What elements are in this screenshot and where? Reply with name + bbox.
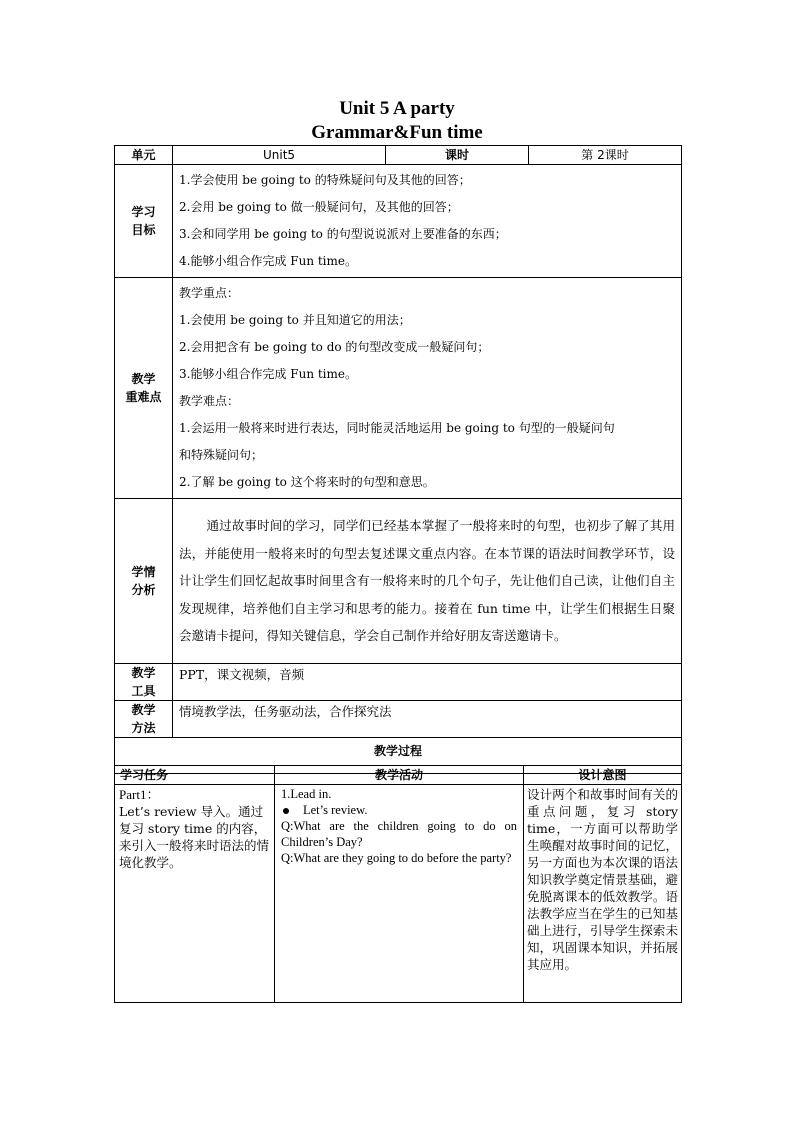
part-title: Part1： [119,787,160,802]
col-intent-header: 设计意图 [524,766,682,785]
key-point-line: 2.会用把含有 be going to do 的句型改变成一般疑问句； [179,340,490,354]
key-point-line: 教学重点： [179,286,240,300]
tools-label: 教学 工具 [115,664,173,701]
process-title: 教学过程 [115,738,682,774]
page-title: Unit 5 A party [339,98,455,119]
analysis-label: 学情 分析 [115,499,173,664]
methods-row [115,701,682,738]
process-table [114,765,682,1003]
page-subtitle: Grammar&Fun time [311,122,483,143]
methods-value: 情境教学法，任务驱动法，合作探究法 [179,704,392,719]
col-task-header: 学习任务 [115,766,275,785]
objectives-label: 学习 目标 [115,165,173,278]
tools-row [115,664,682,701]
objectives-row [115,165,682,278]
unit-label: 单元 [115,146,173,165]
activity-lead-in: 1.Lead in. [281,787,332,801]
analysis-content [173,499,682,664]
objective-item: 3.会和同学用 be going to 的句型说说派对上要准备的东西； [179,227,507,241]
activity-question: Q:What are the children going to do on Children’s Day? [281,819,517,849]
period-label: 课时 [386,146,529,165]
key-point-line: 1.会使用 be going to 并且知道它的用法； [179,313,411,327]
key-point-line: 2.了解 be going to 这个将来时的句型和意思。 [179,475,435,489]
unit-value: Unit5 [173,146,386,165]
analysis-text: 通过故事时间的学习，同学们已经基本掌握了一般将来时的句型，也初步了解了其用法，并能使用一般将来时的句型去复述课文重点内容。在本节课的语法时间教学环节，设计让学生们回忆起故事时间里含有一般将来时的几个句子，先让他们自己读，让他们自主发现规律，培养他们自主学习和思考的能力。接着在 fun time 中，让学生们根据生日聚会邀请卡提问，得知关键信息，学会自己制作并给好朋友寄送邀请卡。 [179,518,675,644]
header-row [115,146,682,165]
bullet-icon [283,808,289,814]
process-header-row [115,766,682,785]
lesson-info-table [114,145,682,774]
key-point-line: 1.会运用一般将来时进行表达，同时能灵活地运用 be going to 句型的一般疑问句 [179,421,615,435]
activity-question: Q:What are they going to do before the party? [281,851,512,865]
objective-item: 2.会用 be going to 做一般疑问句，及其他的回答； [179,200,459,214]
objectives-content [173,165,682,278]
analysis-row [115,499,682,664]
period-value: 第 2课时 [529,146,682,165]
activity-cell [275,785,524,1003]
key-point-line: 教学难点： [179,394,240,408]
col-activity-header: 教学活动 [275,766,524,785]
key-points-label: 教学 重难点 [115,278,173,499]
key-points-content [173,278,682,499]
intent-text: 设计两个和故事时间有关的重点问题，复习 story time，一方面可以帮助学生唤醒对故事时间的记忆，另一方面也为本次课的语法知识教学奠定情景基础，避免脱离课本的低效教学。语法教学应当在学生的已知基础上进行，引导学生探索未知，巩固课本知识，并拓展其应用。 [527,787,678,972]
key-points-row [115,278,682,499]
process-row [115,785,682,1003]
methods-label: 教学 方法 [115,701,173,738]
activity-bullet-item: Let’s review. [281,802,517,818]
tools-value: PPT，课文视频，音频 [179,667,305,682]
objective-item: 4.能够小组合作完成 Fun time。 [179,254,358,268]
methods-content [173,701,682,738]
objective-item: 1.学会使用 be going to 的特殊疑问句及其他的回答； [179,173,471,187]
key-point-line: 和特殊疑问句； [179,448,264,462]
intent-cell [524,785,682,1003]
task-text: Let’s review 导入。通过复习 story time 的内容，来引入一般将来时语法的情境化教学。 [119,804,270,870]
task-cell [115,785,275,1003]
tools-content [173,664,682,701]
key-point-line: 3.能够小组合作完成 Fun time。 [179,367,358,381]
